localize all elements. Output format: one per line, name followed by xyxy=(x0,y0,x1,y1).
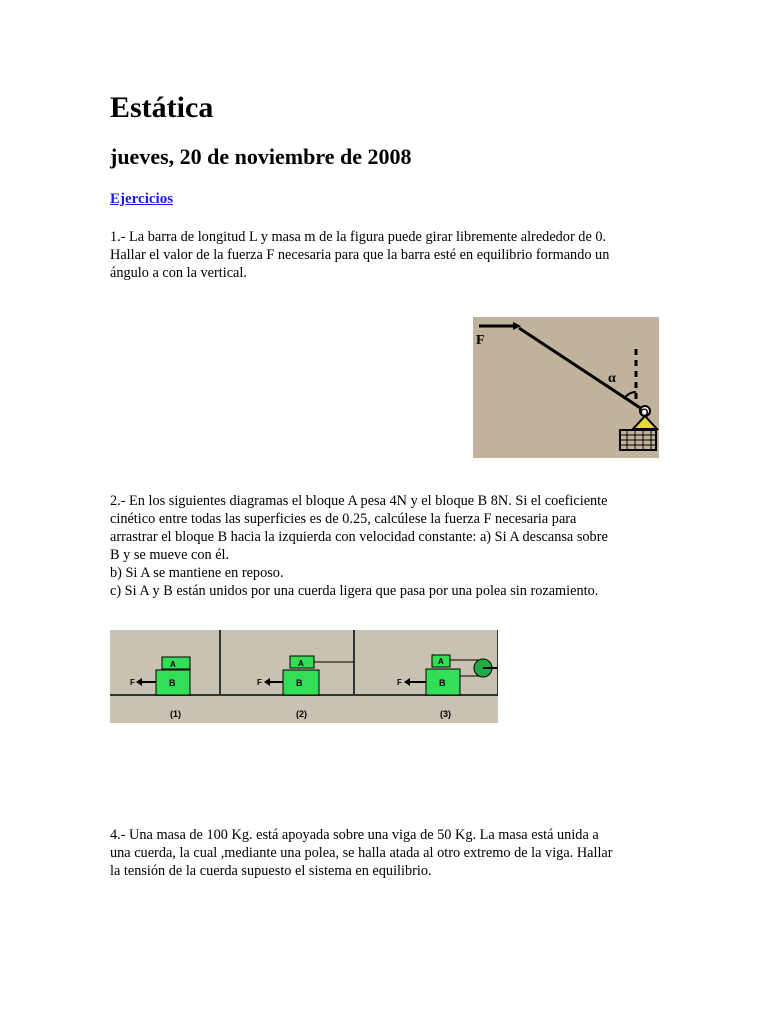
force-arrow xyxy=(404,678,410,686)
problem-2-line: B y se mueve con él. xyxy=(110,547,230,563)
block-a xyxy=(162,657,190,669)
block-a-label: A xyxy=(170,660,176,669)
angle-arc xyxy=(624,392,636,399)
problem-2-line: c) Si A y B están unidos por una cuerda ligera que pasa por una polea sin rozamiento. xyxy=(110,583,599,599)
problem-1-line: ángulo a con la vertical. xyxy=(110,265,247,281)
angle-label: α xyxy=(608,371,616,386)
problem-2-line: arrastrar el bloque B hacia la izquierda con velocidad constante: a) Si A descansa sobre xyxy=(110,529,608,545)
block-a-label: A xyxy=(438,657,444,666)
problem-1-line: Hallar el valor de la fuerza F necesaria para que la barra esté en equilibrio formando un xyxy=(110,247,610,263)
problem-1-line: 1.- La barra de longitud L y masa m de la figura puede girar libremente alrededor de 0. xyxy=(110,229,607,245)
block-b-label: B xyxy=(439,678,446,688)
force-label: F xyxy=(130,678,135,687)
caption-1: (1) xyxy=(170,709,181,719)
force-label: F xyxy=(397,678,402,687)
force-label: F xyxy=(257,678,262,687)
pivot-label: O xyxy=(640,407,649,419)
problem-4-line: 4.- Una masa de 100 Kg. está apoyada sobre una viga de 50 Kg. La masa está unida a xyxy=(110,827,599,843)
problem-2-text xyxy=(110,492,670,600)
problem-4-line: una cuerda, la cual ,mediante una polea, se halla atada al otro extremo de la viga. Hallar xyxy=(110,845,613,861)
force-arrow xyxy=(264,678,270,686)
caption-3: (3) xyxy=(440,709,451,719)
problem-2-line: 2.- En los siguientes diagramas el bloque A pesa 4N y el bloque B 8N. Si el coeficiente xyxy=(110,493,608,509)
bar-diagram xyxy=(473,317,659,458)
problem-1-text xyxy=(110,228,670,282)
block-a-label: A xyxy=(298,659,304,668)
problem-4-line: la tensión de la cuerda supuesto el sistema en equilibrio. xyxy=(110,863,432,879)
page-title: Estática xyxy=(110,91,214,124)
blocks-diagram xyxy=(110,630,498,723)
problem-2-line: b) Si A se mantiene en reposo. xyxy=(110,565,284,581)
post-date: jueves, 20 de noviembre de 2008 xyxy=(110,144,412,169)
bar xyxy=(519,328,645,411)
block-b-label: B xyxy=(296,678,303,688)
diagram-3 xyxy=(397,655,498,719)
problem-4-text xyxy=(110,826,670,880)
diagram-2 xyxy=(257,656,354,719)
force-label: F xyxy=(476,333,485,348)
block-b-label: B xyxy=(169,678,176,688)
diagram-1 xyxy=(130,657,190,719)
figure-blocks xyxy=(110,630,498,723)
ejercicios-link[interactable]: Ejercicios xyxy=(110,191,174,207)
problem-2-line: cinético entre todas las superficies es de 0.25, calcúlese la fuerza F necesaria para xyxy=(110,511,577,527)
caption-2: (2) xyxy=(296,709,307,719)
force-arrow xyxy=(136,678,142,686)
figure-bar-pivot xyxy=(473,317,659,458)
